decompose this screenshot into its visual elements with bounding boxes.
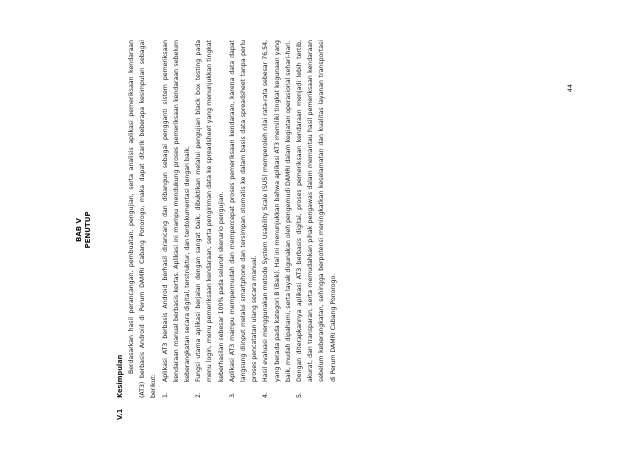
intro-paragraph: Berdasarkan hasil perancangan, pembuatan, pengujian, serta analisis aplikasi pemeriksaan kendaraan (AT3) berbasis Android di Perum DAMRI Cabang Ponorogo, maka dapat ditarik beberapa kesimpulan sebagai berikut: [128,40,158,398]
conclusion-list [160,40,339,420]
section-title: Kesimpulan [116,354,124,398]
list-item-text: Dengan diterapkannya aplikasi AT3 berbasis digital, proses pemeriksaan kendaraan menjadi lebih tertib, akurat, dan transparan, serta memudahkan pihak pengawas dalam memantau hasil pemeriksaan kendaraan sebelum keberangkatan, sehingga berpotensi meningkatkan keselamatan dan kualitas layanan transportasi di Perum DAMRI Cabang Ponorogo. [296,40,337,382]
list-item-number: 3. [228,392,236,398]
page-number: 44 [566,83,574,93]
section-number: V.1 [116,408,124,420]
chapter-title: PENUTUP [84,211,92,249]
list-item-number: 4. [262,392,270,398]
list-item-number: 1. [161,392,169,398]
list-item [260,40,294,398]
list-item-number: 2. [195,392,203,398]
list-item [227,40,261,398]
list-item [193,40,227,398]
section-heading [115,40,126,420]
list-item-text: Fungsi utama aplikasi berjalan dengan sangat baik, dibuktikan melalui pengujian black box testing pada menu login, menu pemeriksaan kendaraan, serta pengiriman data ke spreadsheet yang menunjukkan tingkat keberhasilan sebesar 100% pada seluruh skenario pengujian. [195,40,225,382]
chapter-label: BAB V [75,218,83,242]
list-item-text: Hasil evaluasi menggunakan metode System Usability Scale (SUS) memperoleh nilai rata-rata sebesar 76,54, yang berada pada kategori B (Baik). Hal ini menunjukkan bahwa aplikasi AT3 memiliki tingkat kegunaan yang baik, mudah dipahami, serta layak digunakan oleh pengemudi DAMRI dalam kegiatan operasional sehari-hari. [262,40,292,382]
list-item-text: Aplikasi AT3 berbasis Android berhasil dirancang dan dibangun sebagai pengganti sistem pemeriksaan kendaraan manual berbasis kertas. Aplikasi ini mampu mendukung proses pemeriksaan kendaraan sebelum keberangkatan secara digital, terstruktur, dan terdokumentasi dengan baik. [161,40,192,382]
list-item [160,40,194,398]
rotated-document-page [75,40,575,420]
list-item-number: 5. [296,392,304,398]
list-item-text: Aplikasi AT3 mampu mempermudah dan mempercepat proses pemeriksaan kendaraan, karena data dapat langsung diinput melalui smartphone dan tersimpan otomatis ke dalam basis data spreadsheet tanpa perlu proses pencatatan ulang secara manual. [228,40,259,382]
list-item [294,40,339,398]
